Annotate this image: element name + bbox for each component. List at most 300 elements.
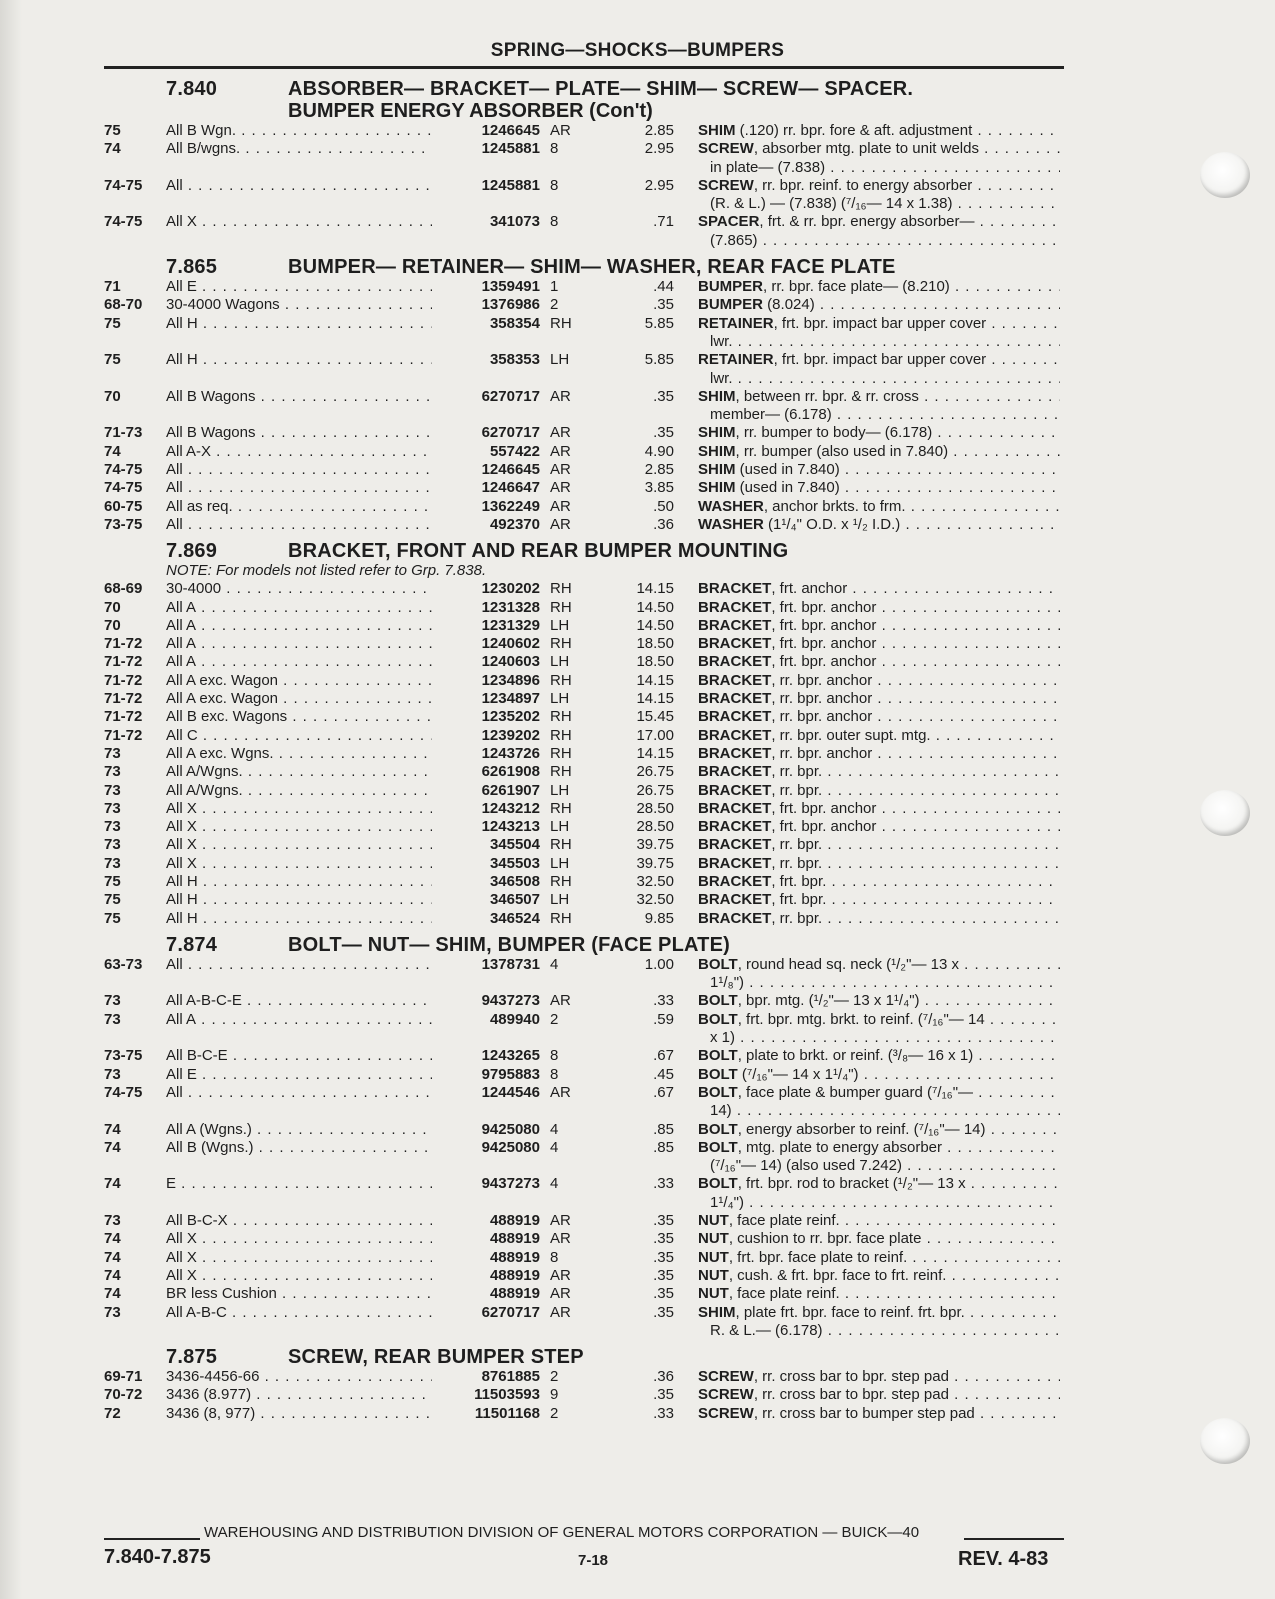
part-keyword: BRACKET bbox=[698, 781, 772, 799]
quantity: AR bbox=[550, 122, 571, 139]
part-number: 6261907 bbox=[481, 781, 540, 799]
quantity: RH bbox=[550, 744, 572, 762]
quantity: AR bbox=[550, 1230, 571, 1248]
part-number: 6270717 bbox=[481, 1303, 540, 1321]
description-text: (used in 7.840) bbox=[735, 479, 840, 497]
model-year: 68-70 bbox=[104, 296, 143, 314]
description-line-1 bbox=[698, 443, 1060, 461]
model-name: All X . . . bbox=[166, 855, 432, 873]
part-keyword: SPACER bbox=[698, 213, 760, 231]
part-description bbox=[698, 1121, 1060, 1139]
section-heading bbox=[0, 78, 1275, 100]
price: .35 bbox=[653, 1212, 674, 1230]
description-text: , rr. bpr. bbox=[771, 781, 823, 799]
model-year: 70 bbox=[104, 598, 121, 616]
part-keyword: SHIM bbox=[698, 442, 736, 460]
description-line-1 bbox=[698, 213, 1060, 231]
price: 9.85 bbox=[644, 909, 674, 927]
model-name: All A-X . . . bbox=[166, 443, 432, 461]
part-row bbox=[0, 708, 1275, 726]
part-number: 358354 bbox=[489, 314, 540, 332]
model-name: All X . . . bbox=[166, 818, 432, 836]
part-description bbox=[698, 1084, 1060, 1121]
footer-rule-left bbox=[104, 1538, 200, 1540]
model-name: All X . . . bbox=[166, 1249, 432, 1267]
part-row bbox=[0, 617, 1275, 635]
part-keyword: BRACKET bbox=[698, 818, 772, 836]
part-description bbox=[698, 1230, 1060, 1248]
part-keyword: BRACKET bbox=[698, 616, 772, 634]
model-name: All A/Wgns. . . . bbox=[166, 763, 432, 781]
model-year: 73 bbox=[104, 763, 121, 781]
section-7-869 bbox=[0, 540, 1275, 934]
model-year: 74 bbox=[104, 1285, 121, 1303]
part-description bbox=[698, 1249, 1060, 1267]
model-year: 71-72 bbox=[104, 653, 143, 671]
quantity: RH bbox=[550, 872, 572, 890]
price: .71 bbox=[653, 213, 674, 231]
description-text: , rr. bumper to body— (6.178) bbox=[735, 424, 933, 442]
price: 39.75 bbox=[636, 836, 674, 854]
part-keyword: BRACKET bbox=[698, 799, 772, 817]
model-year: 74-75 bbox=[104, 479, 143, 497]
part-keyword: WASHER bbox=[698, 515, 764, 533]
description-line-1 bbox=[698, 873, 1060, 891]
model-name: All X . . . bbox=[166, 836, 432, 854]
section-7-875 bbox=[0, 1346, 1275, 1429]
part-number: 489940 bbox=[489, 1010, 540, 1028]
model-name: All E . . . bbox=[166, 1066, 432, 1084]
part-number: 1240602 bbox=[481, 635, 540, 653]
section-number: 7.874 bbox=[166, 933, 218, 956]
description-line-1 bbox=[698, 653, 1060, 671]
model-year: 73 bbox=[104, 781, 121, 799]
model-year: 73-75 bbox=[104, 1047, 143, 1065]
part-keyword: BRACKET bbox=[698, 744, 772, 762]
model-year: 71 bbox=[104, 278, 121, 296]
description-line-2: (7.865) . . . bbox=[698, 232, 1060, 250]
part-row bbox=[0, 727, 1275, 745]
model-year: 75 bbox=[104, 891, 121, 909]
part-number: 346524 bbox=[489, 909, 540, 927]
part-row bbox=[0, 891, 1275, 909]
part-keyword: BRACKET bbox=[698, 872, 772, 890]
description-line-2: in plate— (7.838) . . . bbox=[698, 159, 1060, 177]
quantity: AR bbox=[550, 424, 571, 442]
description-line-1 bbox=[698, 1066, 1060, 1084]
part-keyword: BRACKET bbox=[698, 726, 772, 744]
quantity: AR bbox=[550, 1285, 571, 1303]
part-row bbox=[0, 443, 1275, 461]
part-row bbox=[0, 498, 1275, 516]
description-text: , rr. cross bar to bpr. step pad bbox=[753, 1368, 949, 1386]
model-name: All H . . . bbox=[166, 873, 432, 891]
description-line-1 bbox=[698, 956, 1060, 974]
part-keyword: NUT bbox=[698, 1212, 729, 1230]
part-keyword: RETAINER bbox=[698, 351, 774, 369]
quantity: RH bbox=[550, 836, 572, 854]
quantity: RH bbox=[550, 909, 572, 927]
model-year: 74 bbox=[104, 1175, 121, 1193]
part-keyword: BRACKET bbox=[698, 690, 772, 708]
part-keyword: BRACKET bbox=[698, 653, 772, 671]
part-row bbox=[0, 1230, 1275, 1248]
part-row bbox=[0, 690, 1275, 708]
model-name: All as req. . . . bbox=[166, 498, 432, 516]
description-text: , face plate reinf. bbox=[728, 1212, 840, 1230]
price: .35 bbox=[653, 296, 674, 314]
part-keyword: BRACKET bbox=[698, 635, 772, 653]
part-description bbox=[698, 315, 1060, 352]
model-name: All A exc. Wagon . . . bbox=[166, 672, 432, 690]
price: 39.75 bbox=[636, 854, 674, 872]
description-line-1 bbox=[698, 727, 1060, 745]
part-row bbox=[0, 1139, 1275, 1176]
part-description bbox=[698, 1175, 1060, 1212]
part-description bbox=[698, 351, 1060, 388]
description-line-1 bbox=[698, 1368, 1060, 1386]
description-line-1 bbox=[698, 388, 1060, 406]
description-line-1 bbox=[698, 818, 1060, 836]
part-number: 1243726 bbox=[481, 744, 540, 762]
description-text: , rr. bpr. anchor bbox=[771, 690, 873, 708]
footer-revision: REV. 4-83 bbox=[958, 1548, 1049, 1570]
section-heading bbox=[0, 540, 1275, 562]
section-number: 7.840 bbox=[166, 78, 218, 100]
part-description bbox=[698, 1139, 1060, 1176]
part-row bbox=[0, 213, 1275, 250]
part-number: 9437273 bbox=[481, 1175, 540, 1193]
model-year: 63-73 bbox=[104, 955, 143, 973]
quantity: AR bbox=[550, 497, 571, 515]
price: .35 bbox=[653, 1285, 674, 1303]
part-description bbox=[698, 1368, 1060, 1386]
description-text: , rr. bpr. reinf. to energy absorber bbox=[753, 176, 973, 194]
price: .36 bbox=[653, 515, 674, 533]
section-subtitle: BUMPER ENERGY ABSORBER (Con't) bbox=[288, 100, 653, 122]
description-line-1 bbox=[698, 424, 1060, 442]
quantity: 4 bbox=[550, 1120, 559, 1138]
part-number: 9425080 bbox=[481, 1120, 540, 1138]
description-text: , rr. bpr. anchor bbox=[771, 671, 873, 689]
parts-listing bbox=[0, 78, 1275, 1429]
model-name: All A-B-C-E . . . bbox=[166, 992, 432, 1010]
description-line-1 bbox=[698, 745, 1060, 763]
description-line-1 bbox=[698, 516, 1060, 534]
description-line-1 bbox=[698, 296, 1060, 314]
part-description bbox=[698, 424, 1060, 442]
footer-group-range: 7.840-7.875 bbox=[104, 1546, 211, 1568]
model-name: All A (Wgns.) . . . bbox=[166, 1121, 432, 1139]
description-text: , frt. bpr. anchor bbox=[771, 616, 877, 634]
part-number: 1234897 bbox=[481, 690, 540, 708]
description-line-2: R. & L.— (6.178) . . . bbox=[698, 1322, 1060, 1340]
model-name: All E . . . bbox=[166, 278, 432, 296]
part-description bbox=[698, 599, 1060, 617]
quantity: AR bbox=[550, 1083, 571, 1101]
price: 17.00 bbox=[636, 726, 674, 744]
section-number: 7.875 bbox=[166, 1346, 218, 1369]
quantity: 9 bbox=[550, 1386, 559, 1404]
description-text: , rr. bpr. anchor bbox=[771, 744, 873, 762]
description-text: , bpr. mtg. (¹/₂"— 13 x 1¹/₄") bbox=[737, 992, 920, 1010]
model-name: All H . . . bbox=[166, 351, 432, 369]
description-line-2: (⁷/₁₆"— 14) (also used 7.242) . . . bbox=[698, 1157, 1060, 1175]
price: 1.00 bbox=[644, 955, 674, 973]
part-description bbox=[698, 956, 1060, 993]
description-text: , frt. bpr. impact bar upper cover bbox=[773, 351, 987, 369]
part-row bbox=[0, 873, 1275, 891]
model-name: All . . . bbox=[166, 461, 432, 479]
description-line-1 bbox=[698, 177, 1060, 195]
part-keyword: SHIM bbox=[698, 1303, 736, 1321]
price: .33 bbox=[653, 992, 674, 1010]
price: 2.95 bbox=[644, 176, 674, 194]
quantity: RH bbox=[550, 763, 572, 781]
description-line-1 bbox=[698, 763, 1060, 781]
part-description bbox=[698, 800, 1060, 818]
model-name: All A/Wgns. . . . bbox=[166, 782, 432, 800]
price: 14.15 bbox=[636, 580, 674, 598]
part-description bbox=[698, 727, 1060, 745]
description-text: , between rr. bpr. & rr. cross bbox=[735, 387, 919, 405]
part-row bbox=[0, 956, 1275, 993]
description-text: , frt. anchor bbox=[771, 580, 848, 598]
price: .45 bbox=[653, 1065, 674, 1083]
description-line-1 bbox=[698, 580, 1060, 598]
part-description bbox=[698, 1011, 1060, 1048]
description-text: , anchor brkts. to frm. bbox=[763, 497, 906, 515]
model-name: 3436 (8.977) . . . bbox=[166, 1386, 432, 1404]
quantity: AR bbox=[550, 1212, 571, 1230]
model-year: 72 bbox=[104, 1404, 121, 1422]
part-row bbox=[0, 1212, 1275, 1230]
quantity: AR bbox=[550, 461, 571, 479]
part-keyword: BOLT bbox=[698, 1120, 738, 1138]
quantity: 1 bbox=[550, 278, 559, 296]
part-description bbox=[698, 1285, 1060, 1303]
quantity: 8 bbox=[550, 1047, 559, 1065]
part-keyword: BRACKET bbox=[698, 598, 772, 616]
part-keyword: BOLT bbox=[698, 1047, 738, 1065]
model-name: All B Wagons . . . bbox=[166, 388, 432, 406]
part-number: 557422 bbox=[489, 442, 540, 460]
description-text: (.120) rr. bpr. fore & aft. adjustment bbox=[735, 122, 973, 139]
price: 2.85 bbox=[644, 461, 674, 479]
part-row bbox=[0, 424, 1275, 442]
description-line-2: 1¹/₈") . . . bbox=[698, 974, 1060, 992]
description-text: , rr. cross bar to bpr. step pad bbox=[753, 1386, 949, 1404]
price: .35 bbox=[653, 1230, 674, 1248]
part-keyword: BRACKET bbox=[698, 891, 772, 909]
quantity: AR bbox=[550, 515, 571, 533]
model-name: All . . . bbox=[166, 479, 432, 497]
part-description bbox=[698, 782, 1060, 800]
part-row bbox=[0, 122, 1275, 140]
part-number: 1231329 bbox=[481, 616, 540, 634]
description-text: , frt. bpr. anchor bbox=[771, 799, 877, 817]
model-year: 71-72 bbox=[104, 726, 143, 744]
quantity: LH bbox=[550, 781, 570, 799]
description-line-1 bbox=[698, 1386, 1060, 1404]
section-gap bbox=[0, 1423, 1275, 1429]
part-row bbox=[0, 1386, 1275, 1404]
part-row bbox=[0, 516, 1275, 534]
quantity: 2 bbox=[550, 296, 559, 314]
description-line-2: (R. & L.) — (7.838) (⁷/₁₆— 14 x 1.38) . . . bbox=[698, 195, 1060, 213]
model-name: All A . . . bbox=[166, 653, 432, 671]
price: .35 bbox=[653, 1303, 674, 1321]
part-description bbox=[698, 140, 1060, 177]
part-description bbox=[698, 653, 1060, 671]
price: .35 bbox=[653, 1248, 674, 1266]
model-year: 75 bbox=[104, 872, 121, 890]
description-line-1 bbox=[698, 672, 1060, 690]
part-row bbox=[0, 992, 1275, 1010]
price: .85 bbox=[653, 1120, 674, 1138]
model-name: All X . . . bbox=[166, 1230, 432, 1248]
model-year: 73 bbox=[104, 818, 121, 836]
price: 14.15 bbox=[636, 671, 674, 689]
part-row bbox=[0, 763, 1275, 781]
description-line-1 bbox=[698, 1230, 1060, 1248]
part-keyword: BUMPER bbox=[698, 278, 764, 296]
part-row bbox=[0, 599, 1275, 617]
part-number: 1246645 bbox=[481, 461, 540, 479]
part-description bbox=[698, 745, 1060, 763]
description-text: , frt. bpr. rod to bracket (¹/₂"— 13 x bbox=[737, 1175, 966, 1193]
model-year: 60-75 bbox=[104, 497, 143, 515]
price: .67 bbox=[653, 1047, 674, 1065]
part-number: 358353 bbox=[489, 351, 540, 369]
description-line-1 bbox=[698, 599, 1060, 617]
part-keyword: NUT bbox=[698, 1266, 729, 1284]
price: .35 bbox=[653, 387, 674, 405]
section-7-865 bbox=[0, 256, 1275, 540]
quantity: AR bbox=[550, 479, 571, 497]
quantity: 8 bbox=[550, 1248, 559, 1266]
part-description bbox=[698, 910, 1060, 928]
model-year: 73 bbox=[104, 1303, 121, 1321]
model-name: All . . . bbox=[166, 1084, 432, 1102]
part-row bbox=[0, 580, 1275, 598]
price: .33 bbox=[653, 1175, 674, 1193]
part-description bbox=[698, 836, 1060, 854]
part-keyword: BOLT bbox=[698, 1010, 738, 1028]
model-year: 71-72 bbox=[104, 671, 143, 689]
description-line-2: 14) . . . bbox=[698, 1102, 1060, 1120]
quantity: LH bbox=[550, 854, 570, 872]
model-year: 74 bbox=[104, 1266, 121, 1284]
description-text: , face plate reinf. bbox=[728, 1285, 840, 1303]
quantity: RH bbox=[550, 671, 572, 689]
price: 14.15 bbox=[636, 744, 674, 762]
description-line-1 bbox=[698, 461, 1060, 479]
model-year: 73 bbox=[104, 1212, 121, 1230]
part-keyword: BRACKET bbox=[698, 580, 772, 598]
part-description bbox=[698, 461, 1060, 479]
part-keyword: BUMPER bbox=[698, 296, 764, 314]
description-line-1 bbox=[698, 1405, 1060, 1423]
model-year: 73 bbox=[104, 1010, 121, 1028]
quantity: RH bbox=[550, 635, 572, 653]
description-line-1 bbox=[698, 855, 1060, 873]
description-text: , rr. cross bar to bumper step pad bbox=[753, 1404, 975, 1422]
description-text: , frt. bpr. anchor bbox=[771, 653, 877, 671]
header-rule bbox=[104, 66, 1064, 69]
section-subheading bbox=[0, 100, 1275, 122]
part-description bbox=[698, 635, 1060, 653]
model-year: 71-72 bbox=[104, 635, 143, 653]
part-number: 9795883 bbox=[481, 1065, 540, 1083]
model-year: 73 bbox=[104, 854, 121, 872]
description-text: , round head sq. neck (¹/₂"— 13 x bbox=[737, 955, 959, 973]
part-keyword: SHIM bbox=[698, 122, 736, 139]
part-number: 341073 bbox=[489, 213, 540, 231]
quantity: AR bbox=[550, 1303, 571, 1321]
quantity: RH bbox=[550, 726, 572, 744]
part-number: 1239202 bbox=[481, 726, 540, 744]
model-name: E . . . bbox=[166, 1175, 432, 1193]
section-heading bbox=[0, 1346, 1275, 1368]
part-description bbox=[698, 873, 1060, 891]
running-head: SPRING—SHOCKS—BUMPERS bbox=[490, 40, 785, 61]
part-keyword: BRACKET bbox=[698, 836, 772, 854]
description-text: (⁷/₁₆"— 14 x 1¹/₄") bbox=[737, 1065, 859, 1083]
quantity: 2 bbox=[550, 1368, 559, 1386]
price: 5.85 bbox=[644, 314, 674, 332]
quantity: 8 bbox=[550, 176, 559, 194]
price: 18.50 bbox=[636, 635, 674, 653]
part-keyword: SCREW bbox=[698, 176, 754, 194]
part-row bbox=[0, 351, 1275, 388]
part-number: 345504 bbox=[489, 836, 540, 854]
model-name: All A . . . bbox=[166, 617, 432, 635]
part-description bbox=[698, 498, 1060, 516]
model-name: All B Wgn. . . . bbox=[166, 122, 432, 140]
section-note: NOTE: For models not listed refer to Grp. 7.838. bbox=[166, 562, 487, 580]
description-line-1 bbox=[698, 315, 1060, 333]
price: 14.50 bbox=[636, 598, 674, 616]
part-keyword: BOLT bbox=[698, 992, 738, 1010]
description-text: , frt. bpr. anchor bbox=[771, 818, 877, 836]
quantity: LH bbox=[550, 653, 570, 671]
part-number: 488919 bbox=[489, 1285, 540, 1303]
part-keyword: SCREW bbox=[698, 1368, 754, 1386]
model-name: All A exc. Wagon . . . bbox=[166, 690, 432, 708]
model-name: All B/wgns. . . . bbox=[166, 140, 432, 158]
part-number: 488919 bbox=[489, 1212, 540, 1230]
quantity: 8 bbox=[550, 140, 559, 158]
description-text: , rr. bpr. outer supt. mtg. bbox=[771, 726, 931, 744]
quantity: RH bbox=[550, 799, 572, 817]
quantity: LH bbox=[550, 616, 570, 634]
part-row bbox=[0, 479, 1275, 497]
quantity: AR bbox=[550, 387, 571, 405]
section-title: BUMPER— RETAINER— SHIM— WASHER, REAR FACE PLATE bbox=[288, 256, 896, 279]
part-row bbox=[0, 782, 1275, 800]
model-name: All . . . bbox=[166, 956, 432, 974]
part-number: 9425080 bbox=[481, 1138, 540, 1156]
section-title: ABSORBER— BRACKET— PLATE— SHIM— SCREW— SPACER. bbox=[288, 78, 914, 100]
part-number: 1376986 bbox=[481, 296, 540, 314]
description-text: , rr. bpr. bbox=[771, 854, 823, 872]
description-line-1 bbox=[698, 1304, 1060, 1322]
description-line-1 bbox=[698, 992, 1060, 1010]
part-description bbox=[698, 479, 1060, 497]
description-line-1 bbox=[698, 498, 1060, 516]
price: 3.85 bbox=[644, 479, 674, 497]
